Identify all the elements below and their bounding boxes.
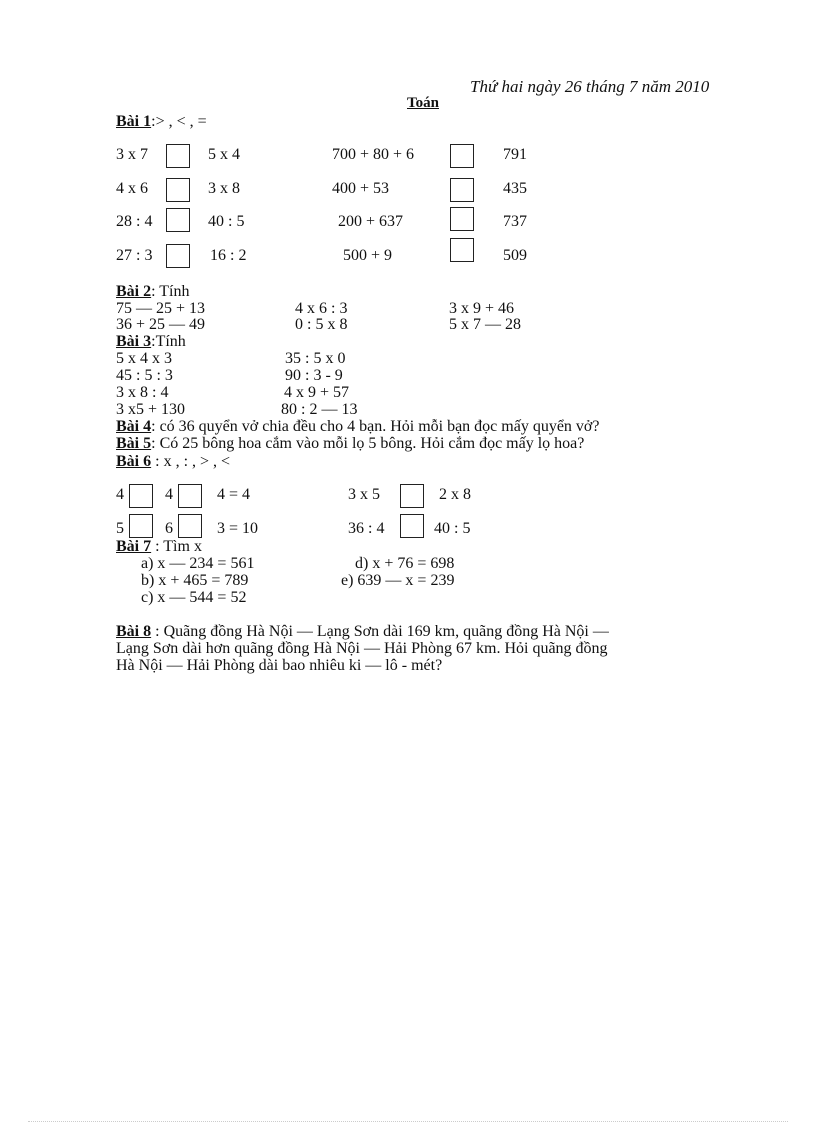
date-line: Thứ hai ngày 26 tháng 7 năm 2010	[470, 77, 710, 96]
page-title: Toán	[407, 95, 439, 111]
bai6-suffix: : x , : , > , <	[151, 453, 231, 470]
bai7-heading	[116, 538, 202, 555]
bai4-line	[116, 418, 600, 435]
answer-box[interactable]	[166, 244, 190, 268]
bai6-left-expr: 36 : 4	[348, 520, 385, 537]
bai1-label: Bài 1	[116, 113, 152, 130]
bai6-left-expr: 3 x 5	[348, 486, 380, 503]
bai1-right-expr: 509	[503, 247, 527, 264]
bai3-expr: 4 x 9 + 57	[284, 384, 350, 401]
bai2-expr: 75 — 25 + 13	[116, 300, 206, 317]
answer-box[interactable]	[450, 178, 474, 202]
bai1-left-expr: 700 + 80 + 6	[332, 146, 415, 163]
bai6-result: 4 = 4	[217, 486, 251, 503]
bai6-heading	[116, 453, 230, 470]
bai3-expr: 3 x5 + 130	[116, 401, 186, 418]
bai7-item: d) x + 76 = 698	[355, 555, 455, 572]
bai7-label: Bài 7	[116, 538, 152, 555]
bai2-expr: 4 x 6 : 3	[295, 300, 348, 317]
bai3-expr: 90 : 3 - 9	[285, 367, 343, 384]
bai2-expr: 3 x 9 + 46	[449, 300, 515, 317]
bai6-right-expr: 2 x 8	[439, 486, 471, 503]
operator-box[interactable]	[129, 514, 153, 538]
bai2-expr: 0 : 5 x 8	[295, 316, 348, 333]
bai8-line-1	[116, 623, 609, 640]
bai2-suffix: : Tính	[151, 283, 190, 300]
bai7-item: b) x + 465 = 789	[141, 572, 249, 589]
bai1-right-expr: 791	[503, 146, 527, 163]
bai3-expr: 45 : 5 : 3	[116, 367, 173, 384]
bai1-right-expr: 435	[503, 180, 527, 197]
compare-box[interactable]	[400, 484, 424, 508]
bai8-label: Bài 8	[116, 623, 152, 640]
bai1-right-expr: 16 : 2	[210, 247, 247, 264]
bai1-left-expr: 400 + 53	[332, 180, 390, 197]
answer-box[interactable]	[166, 144, 190, 168]
bai1-right-expr: 5 x 4	[208, 146, 240, 163]
bai7-item: c) x — 544 = 52	[141, 589, 247, 606]
bai5-label: Bài 5	[116, 435, 152, 452]
bai6-operand: 5	[116, 520, 124, 537]
operator-box[interactable]	[129, 484, 153, 508]
operator-box[interactable]	[178, 514, 202, 538]
answer-box[interactable]	[166, 178, 190, 202]
bai2-expr: 36 + 25 — 49	[116, 316, 206, 333]
bai1-suffix: :> , < , =	[151, 113, 207, 130]
bai1-left-expr: 4 x 6	[116, 180, 148, 197]
bai3-expr: 5 x 4 x 3	[116, 350, 172, 367]
bai6-label: Bài 6	[116, 453, 152, 470]
bai5-line	[116, 435, 584, 452]
operator-box[interactable]	[178, 484, 202, 508]
bai5-text: : Có 25 bông hoa cắm vào mỗi lọ 5 bông. Hỏi cắm đọc mấy lọ hoa?	[151, 435, 585, 452]
bai2-label: Bài 2	[116, 283, 152, 300]
answer-box[interactable]	[450, 144, 474, 168]
compare-box[interactable]	[400, 514, 424, 538]
bai1-heading	[116, 113, 207, 131]
bai4-text: : có 36 quyển vở chia đều cho 4 bạn. Hỏi mỗi bạn đọc mấy quyển vở?	[151, 418, 600, 435]
bai1-left-expr: 3 x 7	[116, 146, 148, 163]
bai8-text: : Quãng đồng Hà Nội — Lạng Sơn dài 169 km, quãng đồng Hà Nội —	[151, 623, 609, 640]
bai1-left-expr: 28 : 4	[116, 213, 153, 230]
answer-box[interactable]	[450, 207, 474, 231]
bai7-suffix: : Tìm x	[151, 538, 202, 555]
bai7-item: a) x — 234 = 561	[141, 555, 255, 572]
bai6-operand: 4	[165, 486, 173, 503]
bai1-right-expr: 737	[503, 213, 527, 230]
bai6-result: 3 = 10	[217, 520, 259, 537]
bai3-label: Bài 3	[116, 333, 152, 350]
bai8-line-3: Hà Nội — Hải Phòng dài bao nhiêu ki — lô - mét?	[116, 657, 443, 674]
bai2-expr: 5 x 7 — 28	[449, 316, 521, 333]
bai3-expr: 3 x 8 : 4	[116, 384, 169, 401]
bai8-line-2: Lạng Sơn dài hơn quãng đồng Hà Nội — Hải Phòng 67 km. Hỏi quãng đồng	[116, 640, 608, 657]
page-edge-divider	[28, 1121, 788, 1122]
bai3-suffix: :Tính	[151, 333, 186, 350]
bai4-label: Bài 4	[116, 418, 152, 435]
bai1-right-expr: 40 : 5	[208, 213, 245, 230]
bai6-operand: 6	[165, 520, 173, 537]
bai1-right-expr: 3 x 8	[208, 180, 240, 197]
bai6-operand: 4	[116, 486, 124, 503]
bai1-left-expr: 200 + 637	[338, 213, 404, 230]
answer-box[interactable]	[166, 208, 190, 232]
bai6-right-expr: 40 : 5	[434, 520, 471, 537]
bai3-heading	[116, 333, 186, 350]
bai3-expr: 35 : 5 x 0	[285, 350, 346, 367]
bai1-left-expr: 27 : 3	[116, 247, 153, 264]
bai2-heading	[116, 283, 190, 300]
bai3-expr: 80 : 2 — 13	[281, 401, 358, 418]
bai1-left-expr: 500 + 9	[343, 247, 393, 264]
answer-box[interactable]	[450, 238, 474, 262]
bai7-item: e) 639 — x = 239	[341, 572, 455, 589]
